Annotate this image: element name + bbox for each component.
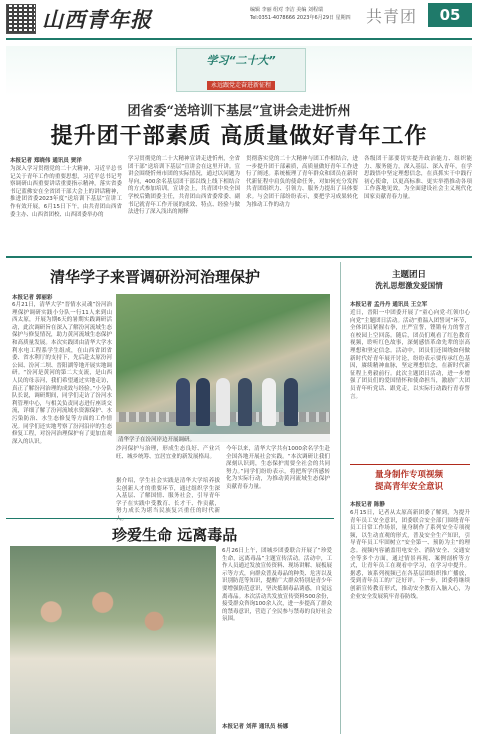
page-number: 05 [428, 3, 472, 27]
side1-title: 主题团日 [391, 270, 426, 280]
side2-subtitle: 提高青年安全意识 [374, 482, 443, 492]
fenhe-byline: 本报记者 郭丽彩 [12, 295, 53, 301]
drug-photo [10, 546, 216, 734]
lead-byline: 本报记者 郑晓伟 通讯员 贾洋 [10, 158, 82, 164]
feature-badge-sub-text: 永远跟党走奋进新征程 [207, 81, 275, 90]
section-title: 共青团 [366, 7, 418, 26]
masthead-editors: 编辑 李丽 组对 李洁 美编 刘程瑞 [250, 7, 323, 13]
fenhe-photo-caption: 清华学子在汾河岸边开展调研。 [116, 434, 330, 444]
photo-figure [284, 378, 298, 426]
photo-figure [238, 378, 252, 426]
side2-title: 量身制作专项视频 [374, 470, 443, 480]
fenhe-photo [116, 294, 330, 442]
side2-body: 6月15日，记者从太原高新团委了解到，为提升青年员工安全意识，团委联合安全部门围绕青年员工日常工作场景，量身制作了系列安全专项视频，以生动直观的形式，普及安全生产知识，引导青年员工牢固树立“安全第一、预防为主”的理念。视频内容涵盖用电安全、消防安全、交通安全等多个方面，通过情景再现、案例剖析等方式，让青年员工在观看中学习，在学习中提升。据悉，该系列视频已在各基层团组织推广播放，受到青年员工的广泛好评。下一步，团委将继续创新宣传教育形式，推动安全教育入脑入心，为企业安全发展筑牢青春防线。 [350, 510, 470, 600]
photo-figure [176, 378, 190, 426]
lead-column-1: 为深入学习贯彻党的二十大精神，习近平总书记关于青年工作的重要思想，习近平总书记考察调研山西重要讲话重要指示精神，落实省委书记蓝佛安在全省团干部大会上的讲话精神，推进团省委2023年度“送培训下基层”宣讲工作有效开展，6月15日下午，由共青团山西省委主办、山西省团校、山西团委举办的 [10, 166, 122, 218]
fenhe-body-mid-c: 据介绍，学生社会实践是清华大学培养拔尖创新人才的重要环节，通过组织学生深入基层、了解国情、服务社会，引导青年学子在实践中受教育、长才干、作贡献，努力成长为堪当民族复兴重任的时代新 [116, 478, 220, 515]
side1-subtitle: 洗礼思想激发爱国情 [375, 281, 443, 290]
side1-body: 近日，晋阳一中团委开展了“童心向党·红领巾心向党”主题团日活动。活动“重温入团誓词”环节，全体团员紧握右拳，庄严宣誓，铿锵有力的誓言在校园上空回荡。随后，团员们观看了红色教育视频，聆听红色故事，深刻感悟革命先辈的崇高理想和坚定信念。活动中，团员们还围绕如何做新时代好青年展开讨论，纷纷表示要传承红色基因，赓续精神血脉，坚定理想信念，在新时代新征程上勇毅前行。此次主题团日活动，进一步增强了团员们的爱国情怀和使命担当，激励广大团员青年听党话、跟党走，以实际行动践行青春誓言。 [350, 310, 470, 400]
masthead-meta [250, 6, 370, 22]
masthead-contact: Tel:0351-4078666 2023年6月29日 星期四 [250, 15, 351, 21]
masthead-rule [6, 38, 472, 40]
lead-kicker: 团省委“送培训下基层”宣讲会走进忻州 [127, 104, 351, 119]
fenhe-body-mid-b: 今年以来，清华大学共有1000余名学生赴全国各地开展社会实践。“本次调研让我们深刻认识到，生态保护需要全社会的共同努力。”同学们纷纷表示，将把所学所感转化为实际行动，为推动黄河流域生态保护贡献青春力量。 [226, 446, 330, 490]
lead-headline: 提升团干部素质 高质量做好青年工作 [50, 124, 428, 149]
lead-column-4: 各级团干部要切实提升政治能力、组织能力、服务能力，深入基层、深入青年，在学思践悟中坚定理想信念，在真抓实干中践行初心使命，以更高标准、更实举措推动各项工作落地见效，为全面建设社会主义现代化国家贡献青春力量。 [364, 156, 472, 200]
drug-headline: 珍爱生命 远离毒品 [112, 526, 238, 544]
side1-byline: 本报记者 孟丹丹 通讯员 王立军 [350, 302, 428, 308]
fenhe-body-left: 6月21日，清华大学“晋情水灵魂”汾河治理保护调研实践小分队一行11人来到山西太原，开展为期6天的暑期实践调研活动，此次调研旨在深入了解汾河流域生态保护与修复情况，助力黄河流域生态保护和高质量发展。本次实践团由清华大学水利水电工程系学生组成，在山西省团省委、省水利厅的支持下，先后赴太原汾河公园、汾河二坝、晋阳湖等地开展实地调研。“汾河是黄河的第二大支流，是山西人民的母亲河，我们希望通过实地走访，真正了解汾河治理的成效与经验。”小分队队长说，调研期间，同学们走访了汾河水利管理中心，与相关负责同志进行座谈交流，详细了解了汾河流域水资源保护、水污染防治、水生态修复等方面的工作情况。同学们还实地考察了汾河沿岸的生态修复工程，对汾河治理保护有了更加直观深入的认识。 [12, 302, 112, 445]
drug-byline: 本报记者 刘萍 通讯员 杨娜 [222, 724, 289, 730]
drug-body: 6月26日上午，团城乡团委联合开展了“珍爱生命，远离毒品”主题宣传活动。活动中，工作人员通过发放宣传资料、现场讲解、展板展示等方式，向群众普及毒品的种类、危害以及识别防范等知识，提醒广大群众特别是青少年要增强防范意识，坚决抵制毒品诱惑，自觉远离毒品。本次活动共发放宣传资料500余份，接受群众咨询100余人次，进一步提高了群众的禁毒意识，营造了全民参与禁毒的良好社会氛围。 [222, 548, 333, 623]
newspaper-logo: 山西青年报 [42, 7, 152, 32]
column-divider [340, 262, 341, 734]
fenhe-headline: 清华学子来晋调研汾河治理保护 [50, 268, 261, 286]
photo-figure [196, 378, 210, 426]
feature-badge-sub [176, 72, 306, 91]
photo-figure [262, 378, 276, 426]
section-rule [6, 518, 334, 519]
section-rule [6, 256, 472, 258]
lead-column-3: 贯彻落实党的二十大精神与团工作相结合，进一步提升团干部素质，高质量做好青年工作进行了阐述。系统梳理了青年群众和团员在新时代新征程中肩负的使命任务，对如何充分发挥共青团组织力、引领力、服务力提出了具体要求。与会团干部纷纷表示，要把学习成果转化为推动工作的动力 [246, 156, 358, 208]
photo-figure [216, 378, 230, 426]
side-rule [350, 464, 470, 465]
lead-column-2: 学习贯彻党的二十大精神宣讲走进忻州，全省团干部“送培训下基层”宣讲会在这里开讲。宣讲会围绕忻州市团的实际情况，通过以问题为导向，400余名基层团干部以线上线下相结合的方式参加培训。宣讲会上，共青团中央全国学校后勤团委主任，共青团山西省委常委、副书记就青年工作开展的成效、特点、经验与做法进行了深入浅出的阐释 [128, 156, 240, 216]
fenhe-body-mid-a: 沙河保护与治理，形成生态良好、产业兴旺、城乡统筹、宜居宜业的新发展格局。 [116, 446, 220, 460]
feature-badge-title: 学习“二十大” [206, 54, 276, 67]
side2-byline: 本报记者 陈静 [350, 502, 385, 508]
qr-code [6, 4, 36, 34]
